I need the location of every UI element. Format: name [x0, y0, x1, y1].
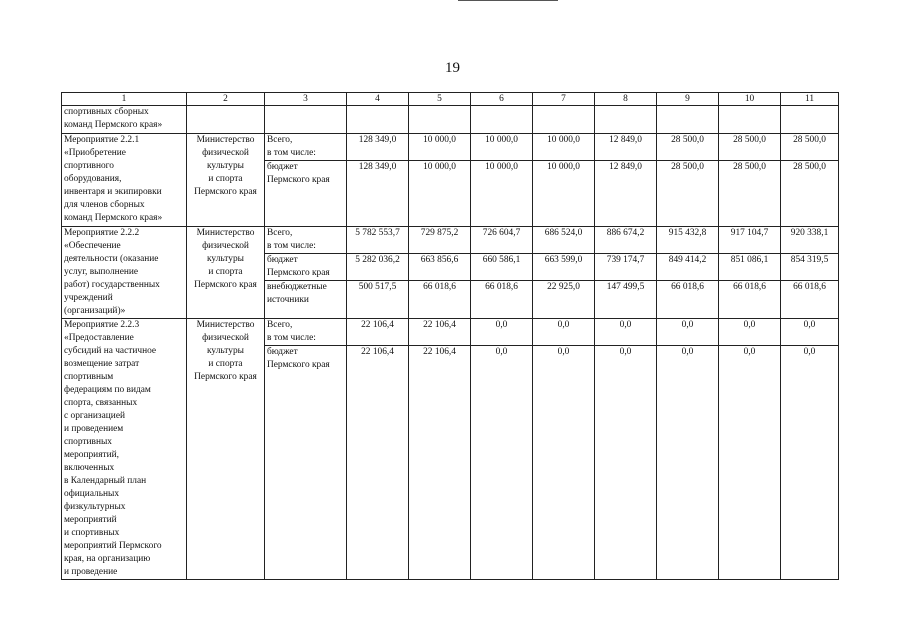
header-cell: 5: [409, 93, 471, 106]
text-line: Министерство: [196, 320, 255, 330]
text-line: Мероприятие 2.2.3: [64, 320, 140, 330]
value-cell: 128 349,0: [347, 134, 409, 161]
m221-total-label: [265, 134, 347, 161]
value-cell: 920 338,1: [781, 227, 839, 254]
header-row: [62, 93, 839, 106]
value-cell: 22 106,4: [409, 346, 471, 580]
text-line: Министерство: [196, 135, 255, 145]
value-cell: 12 849,0: [595, 161, 657, 227]
value-cell: 849 414,2: [657, 254, 719, 281]
value-cell: 66 018,6: [781, 281, 839, 319]
text-line: края, на организацию: [64, 554, 151, 564]
text-line: инвентаря и экипировки: [64, 187, 162, 197]
m223-name-cell: [62, 319, 187, 580]
header-cell: 10: [719, 93, 781, 106]
text-line: в том числе:: [267, 241, 316, 251]
text-line: и спортивных: [64, 528, 120, 538]
value-cell: 22 106,4: [347, 346, 409, 580]
text-line: бюджет: [267, 255, 298, 265]
m223-total-row: [62, 319, 839, 346]
text-line: физкультурных: [64, 502, 126, 512]
m223-budget-label: [265, 346, 347, 580]
text-line: культуры: [207, 161, 244, 171]
text-line: спортивным: [64, 372, 114, 382]
text-line: услуг, выполнение: [64, 267, 139, 277]
value-cell: 0,0: [471, 346, 533, 580]
value-cell: 28 500,0: [719, 134, 781, 161]
value-cell: 0,0: [533, 346, 595, 580]
text-line: спорта, связанных: [64, 398, 138, 408]
text-line: физической: [202, 148, 249, 158]
value-cell: 5 782 553,7: [347, 227, 409, 254]
text-line: оборудования,: [64, 174, 122, 184]
m222-name-cell: [62, 227, 187, 319]
text-line: «Предоставление: [64, 333, 134, 343]
m221-total-row: [62, 134, 839, 161]
page-number: 19: [445, 60, 460, 76]
value-cell: 10 000,0: [471, 161, 533, 227]
text-line: команд Пермского края»: [64, 120, 163, 130]
budget-table: [61, 92, 839, 580]
text-line: мероприятий: [64, 515, 117, 525]
text-line: Пермского края: [194, 372, 257, 382]
value-cell: 663 856,6: [409, 254, 471, 281]
value-cell: 854 319,5: [781, 254, 839, 281]
text-line: спортивного: [64, 161, 114, 171]
text-line: культуры: [207, 346, 244, 356]
header-cell: 1: [62, 93, 187, 106]
m222-budget-label: [265, 254, 347, 281]
text-line: физической: [202, 333, 249, 343]
text-line: «Обеспечение: [64, 241, 121, 251]
text-line: внебюджетные: [267, 282, 327, 292]
text-line: Пермского края: [194, 187, 257, 197]
text-line: включенных: [64, 463, 115, 473]
value-cell: 28 500,0: [719, 161, 781, 227]
value-cell: 917 104,7: [719, 227, 781, 254]
header-cell: 9: [657, 93, 719, 106]
header-cell: 2: [187, 93, 265, 106]
value-cell: 886 674,2: [595, 227, 657, 254]
value-cell: 686 524,0: [533, 227, 595, 254]
text-line: Мероприятие 2.2.1: [64, 135, 140, 145]
text-line: бюджет: [267, 347, 298, 358]
text-line: и спорта: [208, 174, 243, 184]
value-cell: 0,0: [657, 319, 719, 346]
text-line: спортивных сборных: [64, 107, 149, 117]
value-cell: 660 586,1: [471, 254, 533, 281]
m221-budget-label: [265, 161, 347, 227]
text-line: в Календарный план: [64, 476, 147, 486]
text-line: возмещение затрат: [64, 359, 140, 369]
value-cell: 663 599,0: [533, 254, 595, 281]
m221-executor-cell: [187, 134, 265, 227]
text-line: и проведение: [64, 567, 118, 577]
value-cell: 28 500,0: [657, 134, 719, 161]
text-line: команд Пермского края»: [64, 213, 163, 223]
text-line: субсидий на частичное: [64, 346, 157, 356]
m222-executor-cell: [187, 227, 265, 319]
text-line: (организаций)»: [64, 306, 126, 316]
text-line: деятельности (оказание: [64, 254, 159, 264]
value-cell: 128 349,0: [347, 161, 409, 227]
continuation-name-cell: [62, 106, 187, 134]
header-cell: 7: [533, 93, 595, 106]
text-line: официальных: [64, 489, 120, 499]
value-cell: 10 000,0: [533, 134, 595, 161]
value-cell: 22 106,4: [347, 319, 409, 346]
text-line: бюджет: [267, 162, 298, 172]
value-cell: 66 018,6: [409, 281, 471, 319]
value-cell: 147 499,5: [595, 281, 657, 319]
value-cell: 12 849,0: [595, 134, 657, 161]
value-cell: 5 282 036,2: [347, 254, 409, 281]
text-line: спортивных: [64, 437, 112, 447]
continuation-row: [62, 106, 839, 134]
text-line: работ) государственных: [64, 280, 160, 290]
value-cell: 22 106,4: [409, 319, 471, 346]
top-rule: [458, 0, 558, 1]
m223-executor-cell: [187, 319, 265, 580]
text-line: Министерство: [196, 228, 255, 238]
value-cell: 28 500,0: [781, 161, 839, 227]
header-cell: 8: [595, 93, 657, 106]
text-line: «Приобретение: [64, 148, 126, 158]
text-line: и спорта: [208, 359, 243, 369]
value-cell: 0,0: [595, 319, 657, 346]
header-cell: 4: [347, 93, 409, 106]
value-cell: 10 000,0: [409, 134, 471, 161]
text-line: Всего,: [267, 228, 293, 238]
text-line: федерациям по видам: [64, 385, 151, 395]
text-line: и спорта: [208, 267, 243, 277]
value-cell: 0,0: [719, 319, 781, 346]
value-cell: 0,0: [657, 346, 719, 580]
text-line: учреждений: [64, 293, 113, 303]
text-line: мероприятий Пермского: [64, 541, 162, 551]
text-line: культуры: [207, 254, 244, 264]
value-cell: 10 000,0: [409, 161, 471, 227]
m221-name-cell: [62, 134, 187, 227]
value-cell: 726 604,7: [471, 227, 533, 254]
value-cell: 0,0: [471, 319, 533, 346]
value-cell: 729 875,2: [409, 227, 471, 254]
header-cell: 11: [781, 93, 839, 106]
value-cell: 66 018,6: [657, 281, 719, 319]
m222-total-label: [265, 227, 347, 254]
text-line: в том числе:: [267, 333, 316, 343]
text-line: Пермского края: [267, 175, 330, 185]
text-line: Всего,: [267, 135, 293, 145]
text-line: Пермского края: [267, 360, 330, 371]
text-line: Всего,: [267, 320, 293, 330]
text-line: для членов сборных: [64, 200, 145, 210]
value-cell: 0,0: [595, 346, 657, 580]
text-line: мероприятий,: [64, 450, 119, 460]
value-cell: 851 086,1: [719, 254, 781, 281]
m223-total-label: [265, 319, 347, 346]
value-cell: 28 500,0: [781, 134, 839, 161]
text-line: физической: [202, 241, 249, 251]
value-cell: 915 432,8: [657, 227, 719, 254]
text-line: Пермского края: [194, 280, 257, 290]
text-line: с организацией: [64, 411, 125, 421]
value-cell: 739 174,7: [595, 254, 657, 281]
value-cell: 500 517,5: [347, 281, 409, 319]
text-line: в том числе:: [267, 148, 316, 158]
value-cell: 0,0: [781, 319, 839, 346]
m222-extra-label: [265, 281, 347, 319]
value-cell: 10 000,0: [533, 161, 595, 227]
value-cell: 0,0: [781, 346, 839, 580]
value-cell: 66 018,6: [719, 281, 781, 319]
header-cell: 6: [471, 93, 533, 106]
value-cell: 0,0: [719, 346, 781, 580]
text-line: и проведением: [64, 424, 124, 434]
header-cell: 3: [265, 93, 347, 106]
text-line: Мероприятие 2.2.2: [64, 228, 140, 238]
value-cell: 28 500,0: [657, 161, 719, 227]
value-cell: 0,0: [533, 319, 595, 346]
text-line: источники: [267, 295, 309, 305]
text-line: Пермского края: [267, 268, 330, 278]
value-cell: 66 018,6: [471, 281, 533, 319]
value-cell: 22 925,0: [533, 281, 595, 319]
value-cell: 10 000,0: [471, 134, 533, 161]
m222-total-row: [62, 227, 839, 254]
